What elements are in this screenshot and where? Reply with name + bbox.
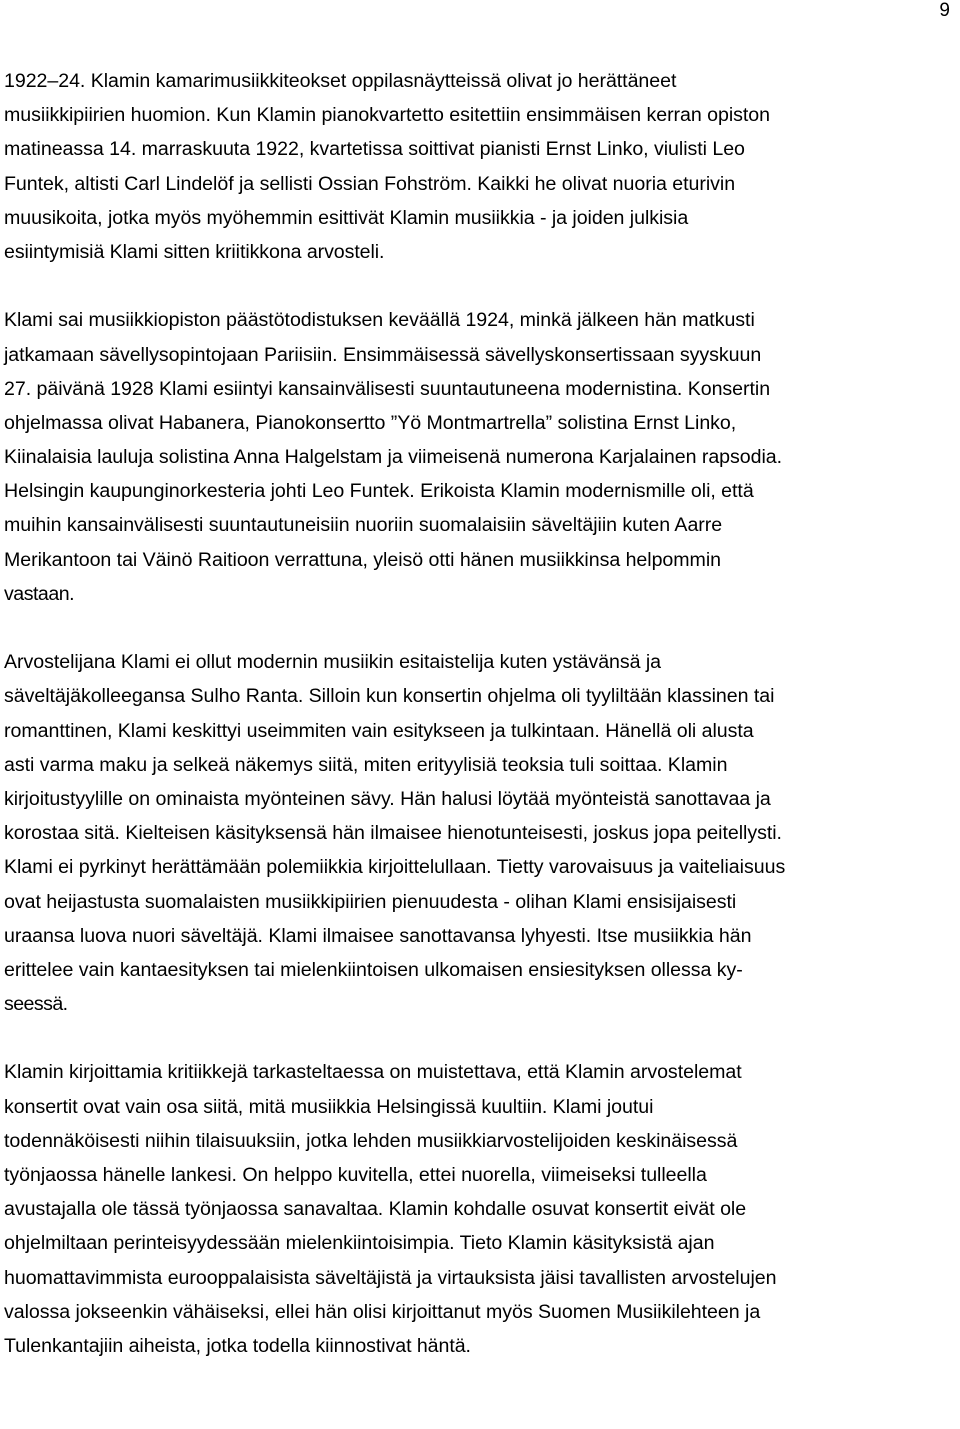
text-line: ovat heijastusta suomalaisten musiikkipiirien pienuudesta - olihan Klami ensisijaisesti [4,890,737,913]
text-line: säveltäjäkolleegansa Sulho Ranta. Silloin kun konsertin ohjelma oli tyyliltään klassinen tai [4,685,775,708]
text-line: asti varma maku ja selkeä näkemys siitä, miten erityylisiä teoksia tuli soittaa. Klamin [4,753,728,776]
text-line: avustajalla ole tässä työnjaossa sanavaltaa. Klamin kohdalle osuvat konsertit eivät ole [4,1198,747,1221]
text-line: Arvostelijana Klami ei ollut modernin musiikin esitaistelija kuten ystävänsä ja [4,651,662,674]
text-line: huomattavimmista eurooppalaisista säveltäjistä ja virtauksista jäisi tavallisten arvostelujen [4,1266,777,1289]
document-body [4,64,960,1363]
text-line: valossa jokseenkin vähäiseksi, ellei hän olisi kirjoittanut myös Suomen Musiikilehteen ja [4,1300,761,1323]
text-line: Klami sai musiikkiopiston päästötodistuksen keväällä 1924, minkä jälkeen hän matkusti [4,309,755,332]
text-line: Klami ei pyrkinyt herättämään polemiikkia kirjoittelullaan. Tietty varovaisuus ja vaiteliaisuus [4,856,786,879]
paragraph-gap [4,269,960,303]
text-line: Helsingin kaupunginorkesteria johti Leo Funtek. Erikoista Klamin modernismille oli, että [4,480,754,503]
text-line: muihin kansainvälisesti suuntautuneisiin nuoriin suomalaisiin säveltäjiin kuten Aarre [4,514,723,537]
paragraph-3 [4,645,960,1021]
text-line: Funtek, altisti Carl Lindelöf ja sellisti Ossian Fohström. Kaikki he olivat nuoria eturivin [4,172,736,195]
paragraph-4 [4,1055,960,1363]
text-line: romanttinen, Klami keskittyi useimmiten vain esitykseen ja tulkintaan. Hänellä oli alusta [4,719,754,742]
text-line: Klamin kirjoittamia kritiikkejä tarkasteltaessa on muistettava, että Klamin arvostelemat [4,1061,742,1084]
text-line: vastaan. [4,582,75,605]
text-line: uraansa luova nuori säveltäjä. Klami ilmaisee sanottavansa lyhyesti. Itse musiikkia hän [4,924,752,947]
text-line: 1922–24. Klamin kamarimusiikkiteokset oppilasnäytteissä olivat jo herättäneet [4,70,677,92]
text-line: työnjaossa hänelle lankesi. On helppo kuvitella, ettei nuorella, viimeiseksi tulleella [4,1164,707,1186]
text-line: todennäköisesti niihin tilaisuuksiin, jotka lehden musiikkiarvostelijoiden keskinäisessä [4,1129,738,1152]
text-line: Tulenkantajiin aiheista, jotka todella kiinnostivat häntä. [4,1334,471,1357]
text-line: 27. päivänä 1928 Klami esiintyi kansainvälisesti suuntautuneena modernistina. Konsertin [4,377,771,400]
text-line: konsertit ovat vain osa siitä, mitä musiikkia Helsingissä kuultiin. Klami joutui [4,1095,654,1118]
text-line: Merikantoon tai Väinö Raitioon verrattuna, yleisö otti hänen musiikkinsa helpommin [4,548,721,571]
page-number: 9 [939,0,950,21]
text-line: erittelee vain kantaesityksen tai mielenkiintoisen ulkomaisen ensiesityksen ollessa ky- [4,958,743,981]
text-line: esiintymisiä Klami sitten kriitikkona arvosteli. [4,240,385,263]
text-line: muusikoita, jotka myös myöhemmin esittivät Klamin musiikkia - ja joiden julkisia [4,206,689,229]
text-line: kirjoitustyylille on ominaista myönteinen sävy. Hän halusi löytää myönteistä sanottavaa ja [4,787,771,810]
paragraph-gap [4,611,960,645]
text-line: Kiinalaisia lauluja solistina Anna Halgelstam ja viimeisenä numerona Karjalainen rapsodia. [4,446,783,469]
paragraph-2 [4,303,960,611]
text-line: matineassa 14. marraskuuta 1922, kvartetissa soittivat pianisti Ernst Linko, viulisti Leo [4,138,745,161]
text-line: ohjelmassa olivat Habanera, Pianokonsertto ”Yö Montmartrella” solistina Ernst Linko, [4,411,737,434]
text-line: ohjelmiltaan perinteisyydessään mielenkiintoisimpia. Tieto Klamin käsityksistä ajan [4,1232,715,1255]
text-line: seessä. [4,993,68,1016]
text-line: jatkamaan sävellysopintojaan Pariisiin. Ensimmäisessä sävellyskonsertissaan syyskuun [4,343,762,366]
text-line: korostaa sitä. Kielteisen käsityksensä hän ilmaisee hienotunteisesti, joskus jopa peitellysti. [4,822,782,845]
text-line: musiikkipiirien huomion. Kun Klamin pianokvartetto esitettiin ensimmäisen kerran opiston [4,104,771,127]
paragraph-gap [4,1021,960,1055]
paragraph-1 [4,64,960,269]
